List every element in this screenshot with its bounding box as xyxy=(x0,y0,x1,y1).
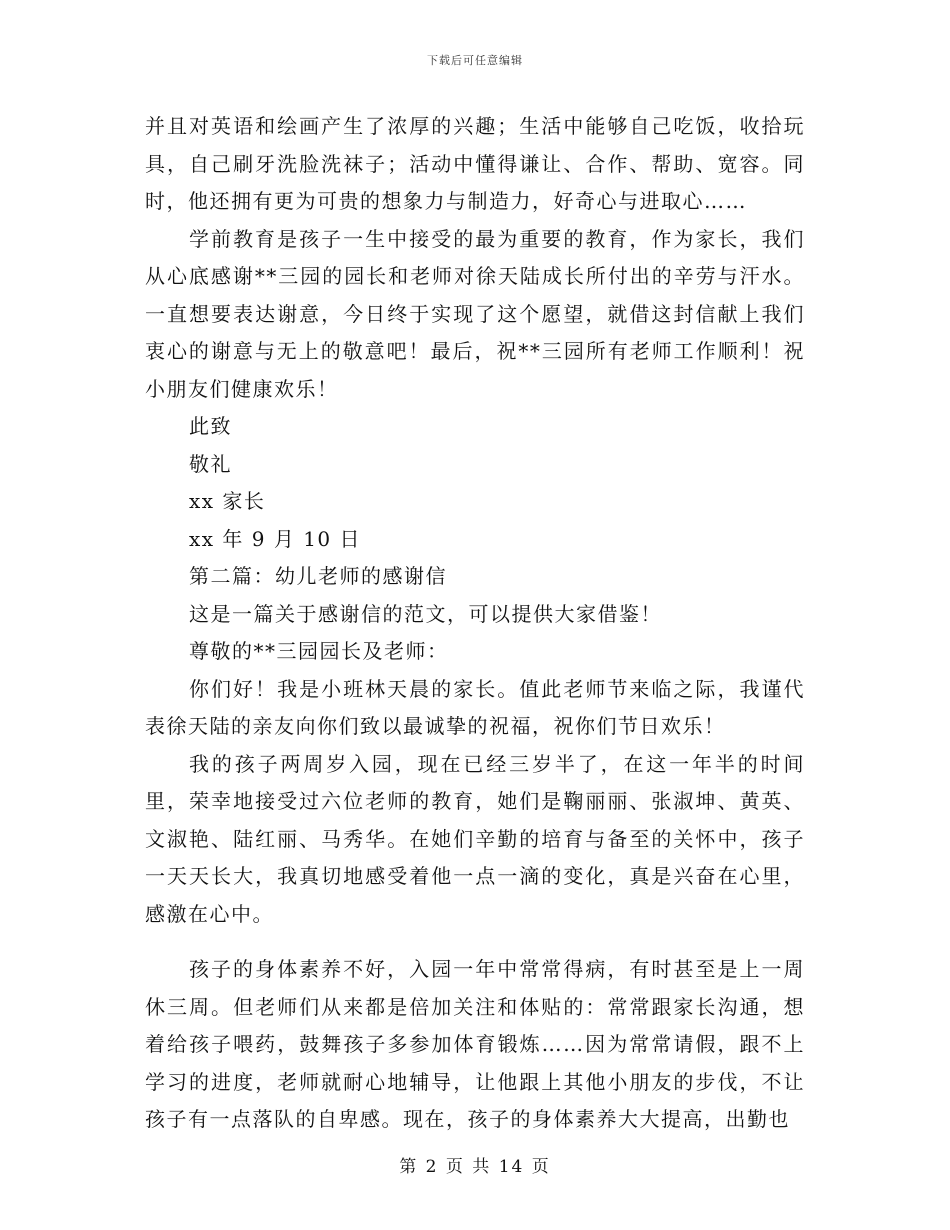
paragraph-thanks: 学前教育是孩子一生中接受的最为重要的教育，作为家长，我们从心底感谢**三园的园长和老师对徐天陆成长所付出的辛劳与汗水。一直想要表达谢意，今日终于实现了这个愿望，就借这封信献上我们衷心的谢意与无上的敬意吧！最后，祝**三园所有老师工作顺利！祝小朋友们健康欢乐！ xyxy=(145,226,805,401)
paragraph-continuation: 并且对英语和绘画产生了浓厚的兴趣；生活中能够自己吃饭，收拾玩具，自己刷牙洗脸洗袜子；活动中懂得谦让、合作、帮助、宽容。同时，他还拥有更为可贵的想象力与制造力，好奇心与进取心…… xyxy=(145,114,805,213)
closing-salutation: 此致 xyxy=(189,414,232,438)
paragraph-child-growth: 我的孩子两周岁入园，现在已经三岁半了，在这一年半的时间里，荣幸地接受过六位老师的教育，她们是鞠丽丽、张淑坤、黄英、文淑艳、陆红丽、马秀华。在她们辛勤的培育与备至的关怀中，孩子一天天长大，我真切地感受着他一点一滴的变化，真是兴奋在心里，感激在心中。 xyxy=(145,751,805,926)
signature-name: xx 家长 xyxy=(189,489,266,513)
letter-greeting: 尊敬的**三园园长及老师： xyxy=(189,639,449,663)
closing-regards: 敬礼 xyxy=(189,451,232,476)
page-number: 第 2 页 共 14 页 xyxy=(399,1157,551,1177)
signature-date: xx 年 9 月 10 日 xyxy=(189,526,362,551)
paragraph-child-health: 孩子的身体素养不好，入园一年中常常得病，有时甚至是上一周休三周。但老师们从来都是倍加关注和体贴的：常常跟家长沟通，想着给孩子喂药，鼓舞孩子多参加体育锻炼……因为常常请假，跟不上学习的进度，老师就耐心地辅导，让他跟上其他小朋友的步伐，不让孩子有一点落队的自卑感。现在，孩子的身体素养大大提高，出勤也 xyxy=(145,957,805,1131)
section-intro: 这是一篇关于感谢信的范文，可以提供大家借鉴！ xyxy=(189,601,662,626)
page-header-note: 下载后可任意编辑 xyxy=(427,54,523,67)
section-title: 第二篇：幼儿老师的感谢信 xyxy=(189,564,447,588)
document-body xyxy=(145,108,805,1139)
paragraph-opening: 你们好！我是小班林天晨的家长。值此老师节来临之际，我谨代表徐天陆的亲友向你们致以最诚挚的祝福，祝你们节日欢乐！ xyxy=(145,676,805,738)
